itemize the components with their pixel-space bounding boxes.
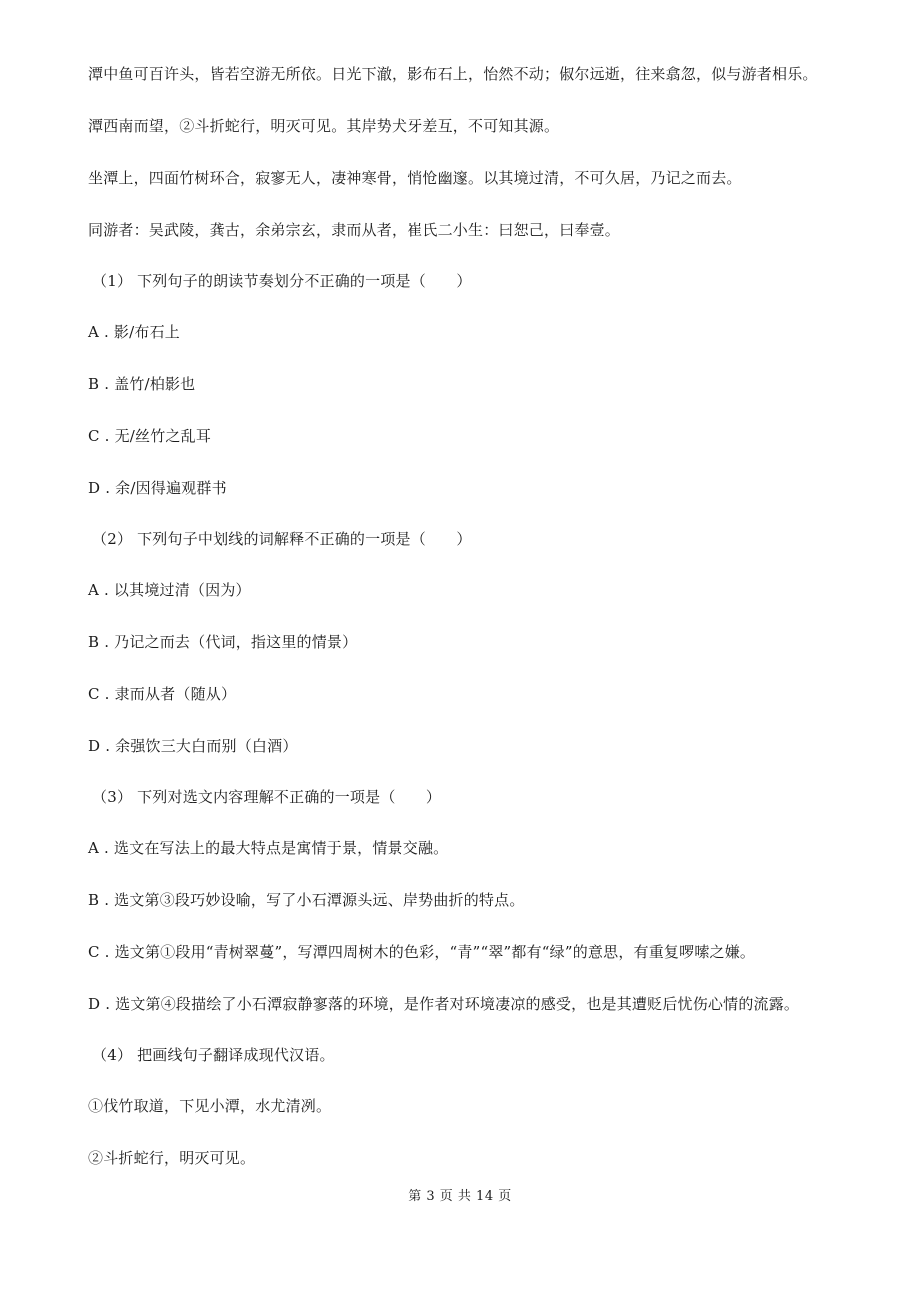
passage-line-3: 坐潭上，四面竹树环合，寂寥无人，凄神寒骨，悄怆幽邃。以其境过清，不可久居，乃记之而去。: [88, 169, 742, 187]
question-3-option-c: C . 选文第①段用“青树翠蔓”，写潭四周树木的色彩，“青”“翠”都有“绿”的意思，有重复啰嗦之嫌。: [88, 943, 756, 961]
question-2-option-d: D . 余强饮三大白而别（白酒）: [88, 737, 298, 755]
question-4-item-1: ①伐竹取道，下见小潭，水尤清冽。: [88, 1097, 332, 1115]
question-3-option-a: A . 选文在写法上的最大特点是寓情于景，情景交融。: [88, 839, 449, 857]
question-2-option-c: C . 隶而从者（随从）: [88, 685, 237, 703]
passage-line-4: 同游者：吴武陵，龚古，余弟宗玄，隶而从者，崔氏二小生：曰恕己，曰奉壹。: [88, 221, 621, 239]
question-2-stem: （2） 下列句子中划线的词解释不正确的一项是（ ）: [92, 530, 472, 548]
question-3-option-d: D . 选文第④段描绘了小石潭寂静寥落的环境，是作者对环境凄凉的感受，也是其遭贬后忧伤心情的流露。: [88, 995, 800, 1013]
passage-line-1: 潭中鱼可百许头，皆若空游无所依。日光下澈，影布石上，怡然不动；俶尔远逝，往来翕忽，似与游者相乐。: [88, 65, 818, 83]
question-1-option-d: D . 余/因得遍观群书: [88, 479, 227, 497]
question-1-stem: （1） 下列句子的朗读节奏划分不正确的一项是（ ）: [92, 272, 472, 290]
question-1-option-c: C . 无/丝竹之乱耳: [88, 427, 212, 445]
question-1-option-a: A . 影/布石上: [88, 323, 180, 341]
question-3-option-b: B . 选文第③段巧妙设喻，写了小石潭源头远、岸势曲折的特点。: [88, 891, 525, 909]
question-3-stem: （3） 下列对选文内容理解不正确的一项是（ ）: [92, 788, 442, 806]
question-2-option-a: A . 以其境过清（因为）: [88, 581, 251, 599]
question-4-item-2: ②斗折蛇行，明灭可见。: [88, 1149, 256, 1167]
question-1-option-b: B . 盖竹/柏影也: [88, 375, 196, 393]
question-2-option-b: B . 乃记之而去（代词，指这里的情景）: [88, 633, 358, 651]
passage-line-2: 潭西南而望，②斗折蛇行，明灭可见。其岸势犬牙差互，不可知其源。: [88, 117, 560, 135]
question-4-stem: （4） 把画线句子翻译成现代汉语。: [92, 1046, 335, 1064]
page-footer: 第 3 页 共 14 页: [408, 1189, 512, 1204]
